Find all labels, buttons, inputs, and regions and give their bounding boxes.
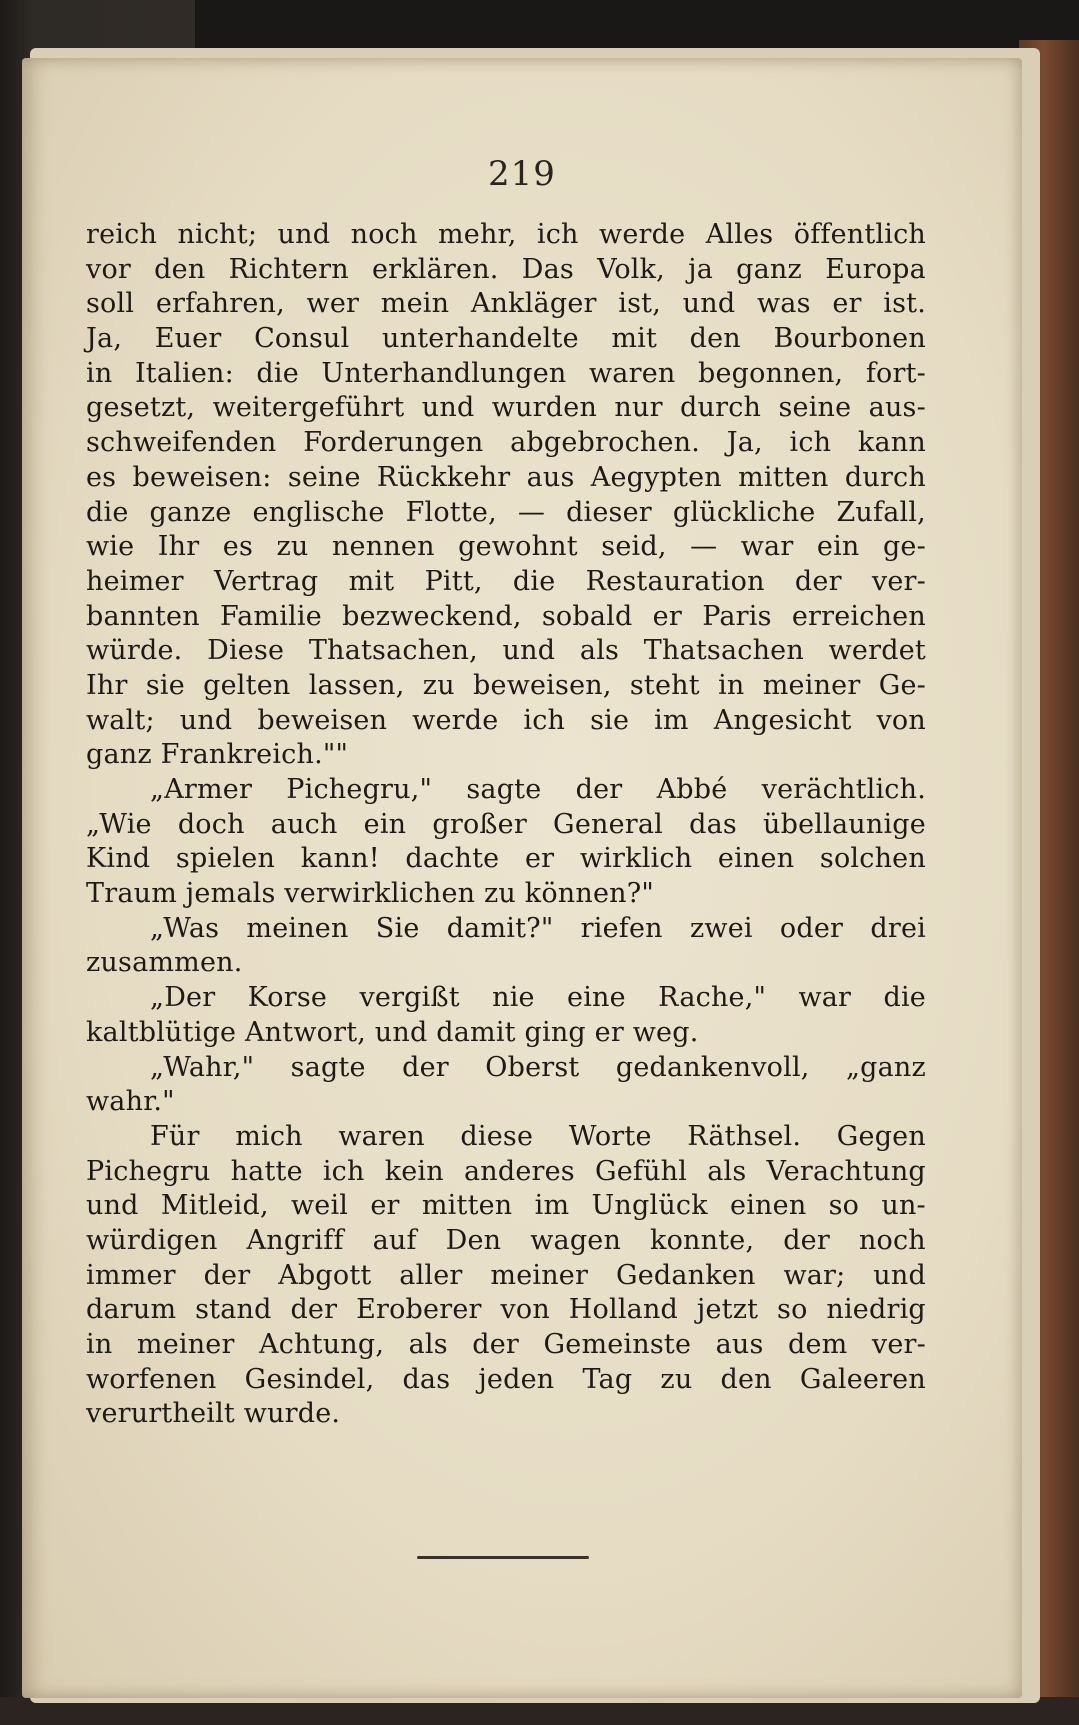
text-line: und Mitleid, weil er mitten im Unglück einen so un- (86, 1190, 926, 1222)
text-line: gesetzt, weitergeführt und wurden nur durch seine aus- (86, 392, 926, 424)
text-line: die ganze englische Flotte, — dieser glückliche Zufall, (86, 496, 926, 528)
text-line: „Armer Pichegru," sagte der Abbé verächtlich. (150, 774, 926, 805)
text-line: es beweisen: seine Rückkehr aus Aegypten mitten durch (86, 461, 926, 493)
body-text (86, 218, 926, 1432)
text-line: Kind spielen kann! dachte er wirklich einen solchen (86, 843, 926, 875)
text-line: würdigen Angriff auf Den wagen konnte, der noch (86, 1224, 926, 1256)
end-rule (417, 1556, 589, 1559)
text-line: Für mich waren diese Worte Räthsel. Gegen (150, 1120, 926, 1152)
text-line: bannten Familie bezweckend, sobald er Paris erreichen (86, 600, 926, 632)
text-line: worfenen Gesindel, das jeden Tag zu den Galeeren (86, 1363, 926, 1395)
text-line: vor den Richtern erklären. Das Volk, ja ganz Europa (86, 253, 926, 285)
text-line: in meiner Achtung, als der Gemeinste aus dem ver- (86, 1329, 926, 1360)
text-line: darum stand der Eroberer von Holland jetzt so niedrig (86, 1294, 926, 1326)
text-line: kaltblütige Antwort, und damit ging er weg. (86, 1016, 699, 1048)
text-line: verurtheilt wurde. (86, 1398, 341, 1430)
text-line: „Der Korse vergißt nie eine Rache," war die (150, 982, 926, 1014)
text-line: „Wahr," sagte der Oberst gedankenvoll, „ganz (150, 1051, 926, 1083)
text-line: „Wie doch auch ein großer General das übellaunige (86, 808, 926, 840)
text-line: zusammen. (86, 947, 243, 979)
text-line: Traum jemals verwirklichen zu können?" (86, 878, 655, 910)
text-line: soll erfahren, wer mein Ankläger ist, und was er ist. (86, 288, 926, 320)
text-line: immer der Abgott aller meiner Gedanken war; und (86, 1259, 926, 1291)
text-line: wahr." (86, 1086, 175, 1118)
text-line: Ihr sie gelten lassen, zu beweisen, steht in meiner Ge- (86, 669, 926, 701)
text-line: Pichegru hatte ich kein anderes Gefühl als Verachtung (86, 1155, 926, 1187)
text-line: schweifenden Forderungen abgebrochen. Ja, ich kann (86, 427, 926, 459)
text-line: wie Ihr es zu nennen gewohnt seid, — war ein ge- (86, 531, 926, 563)
text-line: Ja, Euer Consul unterhandelte mit den Bourbonen (86, 323, 926, 355)
text-line: walt; und beweisen werde ich sie im Angesicht von (86, 704, 926, 736)
text-line: heimer Vertrag mit Pitt, die Restauration der ver- (86, 565, 926, 597)
book-page (22, 58, 1022, 1698)
text-line: „Was meinen Sie damit?" riefen zwei oder drei (150, 912, 926, 944)
text-line: ganz Frankreich."" (86, 739, 349, 771)
text-line: reich nicht; und noch mehr, ich werde Alles öffentlich (86, 219, 926, 250)
text-line: würde. Diese Thatsachen, und als Thatsachen werdet (86, 635, 926, 667)
text-line: in Italien: die Unterhandlungen waren begonnen, fort- (86, 357, 926, 389)
page-number: 219 (488, 154, 556, 194)
